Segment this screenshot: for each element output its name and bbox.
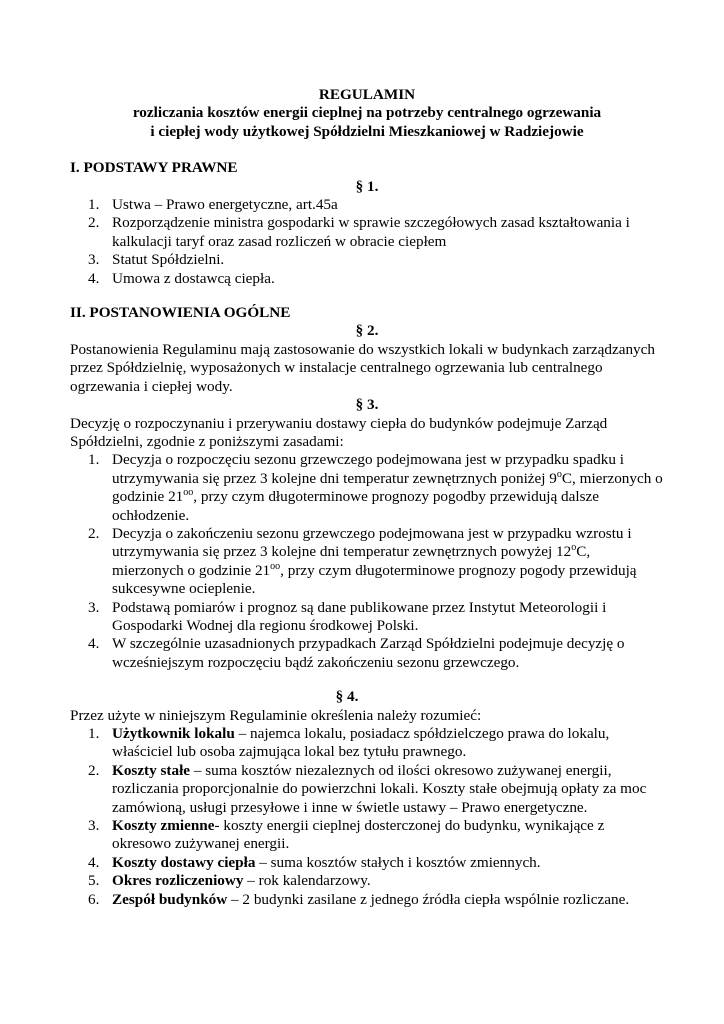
document-subtitle-line2: i ciepłej wody użytkowej Spółdzielni Mieszkaniowej w Radziejowie — [150, 122, 584, 140]
definition-text: – najemca lokalu, posiadacz spółdzielczego prawa do lokalu, właściciel lub osoba zajmująca lokal bez tytułu prawnego. — [112, 725, 610, 761]
list-item — [70, 251, 664, 269]
list-item — [70, 891, 664, 909]
definition-term: Zespół budynków — [112, 890, 228, 908]
definitions-list — [70, 725, 664, 909]
definition-text: – rok kalendarzowy. — [243, 872, 371, 890]
list-number: 5. — [88, 872, 100, 890]
section-heading: II. POSTANOWIENIA OGÓLNE — [70, 304, 291, 322]
document-header — [70, 86, 664, 141]
list-item-text: Podstawą pomiarów i prognoz są dane publikowane przez Instytut Meteorologii i Gospodarki Wodnej dla regionu środkowej Polski. — [112, 598, 607, 634]
paragraph-mark: § 2. — [355, 322, 379, 340]
list-number: 4. — [88, 635, 100, 653]
paragraph-intro: Przez użyte w niniejszym Regulaminie określenia należy rozumieć: — [70, 706, 482, 724]
definition-term: Użytkownik lokalu — [112, 725, 235, 742]
definition-text: - koszty energii cieplnej dosterczonej do budynku, wynikające z okresowo zużywanej energii. — [112, 817, 605, 853]
list-item-text: Decyzja o zakończeniu sezonu grzewczego podejmowana jest w przypadku wzrostu i utrzymywania się przez 3 kolejne dni temperatur zewnętrznych powyżej 12 — [112, 524, 632, 561]
list-item — [70, 854, 664, 872]
list-number: 2. — [88, 761, 100, 779]
list-item-text: Statut Spółdzielni. — [112, 251, 225, 269]
paragraph-mark: § 3. — [355, 396, 379, 414]
superscript: o — [571, 542, 577, 554]
document-subtitle-line1: rozliczania kosztów energii cieplnej na potrzeby centralnego ogrzewania — [132, 104, 602, 122]
paragraph-intro: Decyzję o rozpoczynaniu i przerywaniu dostawy ciepła do budynków podejmuje Zarząd Spółdzielni, zgodnie z poniższymi zasadami: — [70, 414, 608, 450]
list-number: 3. — [88, 598, 100, 616]
section-general-provisions — [70, 304, 664, 909]
superscript: o — [556, 468, 562, 480]
list-item-text: , przy czym długoterminowe prognozy pogody przewidują sukcesywne ocieplenie. — [112, 561, 637, 598]
list-item-text: , przy czym długoterminowe prognozy pogodby przewidują dalsze ochłodzenie. — [112, 488, 600, 524]
list-item — [70, 525, 664, 599]
list-item-text: C, mierzonych o godzinie 21 — [112, 469, 663, 506]
list-number: 2. — [88, 214, 100, 232]
section-legal-basis — [70, 159, 664, 288]
list-item — [70, 214, 664, 251]
list-number: 6. — [88, 890, 100, 908]
document-title: REGULAMIN — [318, 86, 416, 103]
list-number: 1. — [88, 196, 100, 214]
superscript: oo — [270, 560, 281, 572]
list-item-text: W szczególnie uzasadnionych przypadkach Zarząd Spółdzielni podejmuje decyzję o wcześniejszym rozpoczęciu bądź zakończeniu sezonu grzewczego. — [112, 635, 625, 671]
list-item-text: Umowa z dostawcą ciepła. — [112, 269, 275, 287]
legal-basis-list — [70, 196, 664, 288]
superscript: oo — [183, 487, 194, 499]
list-item — [70, 762, 664, 817]
list-number: 2. — [88, 524, 100, 542]
definition-term: Koszty zmienne — [112, 817, 215, 835]
list-item — [70, 872, 664, 890]
paragraph-mark: § 1. — [355, 177, 379, 195]
list-item — [70, 451, 664, 525]
list-number: 4. — [88, 269, 100, 287]
paragraph-text: Postanowienia Regulaminu mają zastosowanie do wszystkich lokali w budynkach zarządzanych przez Spółdzielnię, wyposażonych w instalacje centralnego ogrzewania lub centralnego ogrzewania i ciepłej wody. — [70, 340, 655, 395]
list-number: 4. — [88, 853, 100, 871]
definition-text: – suma kosztów niezaleznych od ilości okresowo zużywanej energii, rozliczania proporcjonalnie do powierzchni lokali. Koszty stałe obejmują opłaty za moc zamówioną, usługi przesyłowe i inne w świetle ustawy – Prawo energetyczne. — [112, 761, 647, 816]
definition-text: – 2 budynki zasilane z jednego źródła ciepła wspólnie rozliczane. — [227, 890, 630, 908]
list-number: 3. — [88, 251, 100, 269]
paragraph-mark: § 4. — [335, 688, 359, 706]
list-number: 1. — [88, 451, 100, 469]
definition-term: Okres rozliczeniowy — [112, 872, 244, 890]
list-item — [70, 270, 664, 288]
heating-season-list — [70, 451, 664, 672]
list-item — [70, 725, 664, 762]
list-item — [70, 635, 664, 672]
list-item — [70, 817, 664, 854]
list-item — [70, 196, 664, 214]
list-item-text: Ustwa – Prawo energetyczne, art.45a — [112, 196, 338, 214]
list-item-text: C, mierzonych o godzinie 21 — [112, 543, 591, 579]
list-item-text: Rozporządzenie ministra gospodarki w sprawie szczegółowych zasad kształtowania i kalkulacji taryf oraz zasad rozliczeń w obracie ciepłem — [112, 214, 630, 250]
list-number: 3. — [88, 817, 100, 835]
definition-text: – suma kosztów stałych i kosztów zmiennych. — [255, 853, 541, 871]
section-heading: I. PODSTAWY PRAWNE — [70, 159, 238, 177]
definition-term: Koszty dostawy ciepła — [112, 853, 256, 871]
list-number: 1. — [88, 725, 100, 742]
list-item-text: Decyzja o rozpoczęciu sezonu grzewczego podejmowana jest w przypadku spadku i utrzymywania się przez 3 kolejne dni temperatur zewnętrznych poniżej 9 — [112, 451, 624, 487]
list-item — [70, 599, 664, 636]
definition-term: Koszty stałe — [112, 761, 191, 779]
